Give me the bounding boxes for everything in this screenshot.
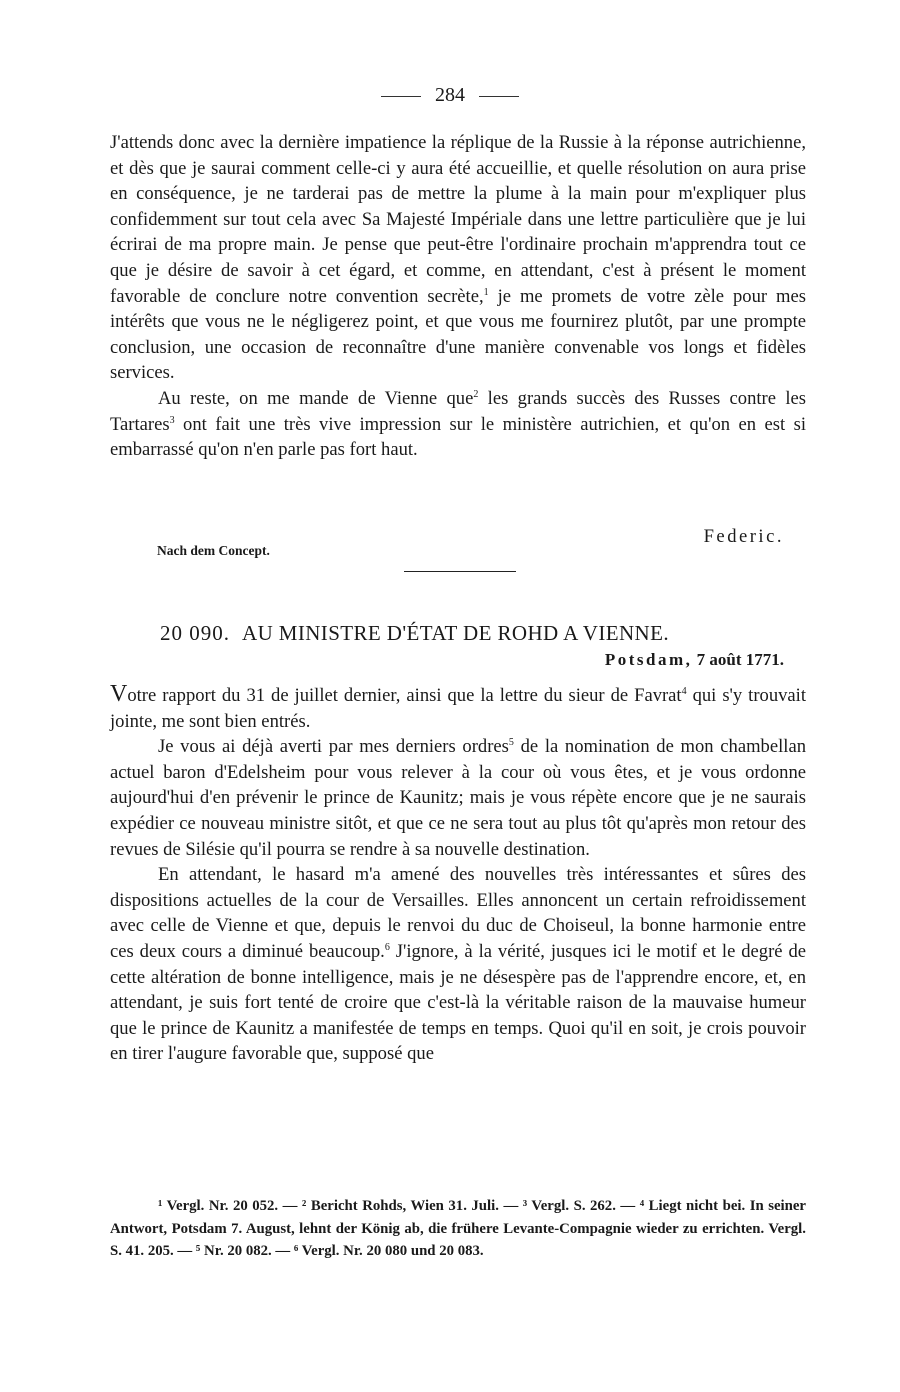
- page-number: 284: [435, 84, 465, 106]
- page-header: [0, 84, 900, 107]
- section-one-text: [110, 130, 806, 463]
- paragraph-2: Au reste, on me mande de Vienne que$^2$ les grands succès des Russes contre les Tartares$^3$ ont fait une très vive impression sur le ministère autrichien, et qu'on en est si embarrassé qu'on n'en parle pas fort haut.: [110, 387, 806, 461]
- letter-text: [110, 682, 806, 1067]
- letter-paragraph-1: Votre rapport du 31 de juillet dernier, ainsi que la lettre du sieur de Favrat$^4$ qui s'y trouvait jointe, me sont bien entrés.: [110, 681, 807, 732]
- footnote-mark-1: 1: [483, 286, 489, 298]
- source-note: Nach dem Concept.: [157, 543, 270, 558]
- footnote-mark-2: 2: [473, 388, 479, 400]
- header-dash-left: [381, 96, 421, 97]
- paragraph-1: J'attends donc avec la dernière impatience la réplique de la Russie à la réponse autrichienne, et dès que je saurai comment celle-ci y aura été accueillie, et quelle résolution on aura prise en conséquence, je ne tarderai pas de mettre la plume à la main pour m'expliquer plus confidemment sur tout cela avec Sa Majesté Impériale dans une lettre particulière que je lui écrirai de ma propre main. Je pense que peut-être l'ordinaire prochain m'apprendra tout ce que je désire de savoir à cet égard, et comme, en attendant, c'est à présent le moment favorable de conclure notre convention secrète,$^1$ je me promets de votre zèle pour mes intérêts que vous ne le négligerez point, et que vous me fournirez plutôt, par une prompte conclusion, une occasion de reconnaître d'une manière convenable vos longs et fidèles services.: [110, 132, 806, 384]
- letter-dateline: [605, 650, 784, 670]
- letter-paragraph-3: En attendant, le hasard m'a amené des nouvelles très intéressantes et sûres des dispositions actuelles de la cour de Versailles. Elles annoncent un certain refroidissement avec celle de Vienne et que, depuis le renvoi du duc de Choiseul, la bonne harmonie entre ces deux cours a diminué beaucoup.$^6$ J'ignore, à la vérité, jusques ici le motif et le degré de cette altération de bonne intelligence, mais je ne désespère pas de l'apprendre encore, et, en attendant, je suis fort tenté de croire que c'est-là la véritable raison de la mauvaise humeur que le prince de Kaunitz a manifestée de temps en temps. Quoi qu'il en soit, je crois pouvoir en tirer l'augure favorable que, supposé que: [110, 864, 806, 1065]
- letter-title: AU MINISTRE D'ÉTAT DE ROHD A VIENNE.: [242, 621, 669, 645]
- signature: Federic.: [703, 526, 784, 547]
- section-divider: [404, 571, 516, 572]
- letter-place: Potsdam,: [604, 650, 693, 669]
- letter-number: 20 090.: [160, 621, 230, 645]
- letter-paragraph-2: Je vous ai déjà averti par mes derniers ordres$^5$ de la nomination de mon chambellan actuel baron d'Edelsheim pour vous relever à la cour où vous êtes, et je vous ordonne aujourd'hui d'en prévenir le prince de Kaunitz; mais je vous répète encore que je ne saurais expédier ce nouveau ministre sitôt, et que ce ne sera tout au plus tôt qu'après mon retour des revues de Silésie qu'il pourra se rendre à sa nouvelle destination.: [110, 736, 806, 860]
- letter-date: 7 août 1771.: [696, 650, 784, 669]
- footnote-text: ¹ Vergl. Nr. 20 052. — ² Bericht Rohds, Wien 31. Juli. — ³ Vergl. S. 262. — ⁴ Liegt nicht bei. In seiner Antwort, Potsdam 7. August, lehnt der König ab, die frühere Levante-Compagnie wieder zu errichten. Vergl. S. 41. 205. — ⁵ Nr. 20 082. — ⁶ Vergl. Nr. 20 080 und 20 083.: [110, 1198, 806, 1260]
- header-dash-right: [479, 96, 519, 97]
- footnote-mark-3: 3: [169, 414, 175, 426]
- footnote-mark-5: 5: [508, 737, 514, 748]
- footnote-mark-4: 4: [681, 685, 687, 697]
- letter-heading: [160, 621, 669, 646]
- footnotes: [110, 1195, 806, 1263]
- drop-cap: V: [110, 681, 128, 707]
- footnote-mark-6: 6: [384, 941, 390, 953]
